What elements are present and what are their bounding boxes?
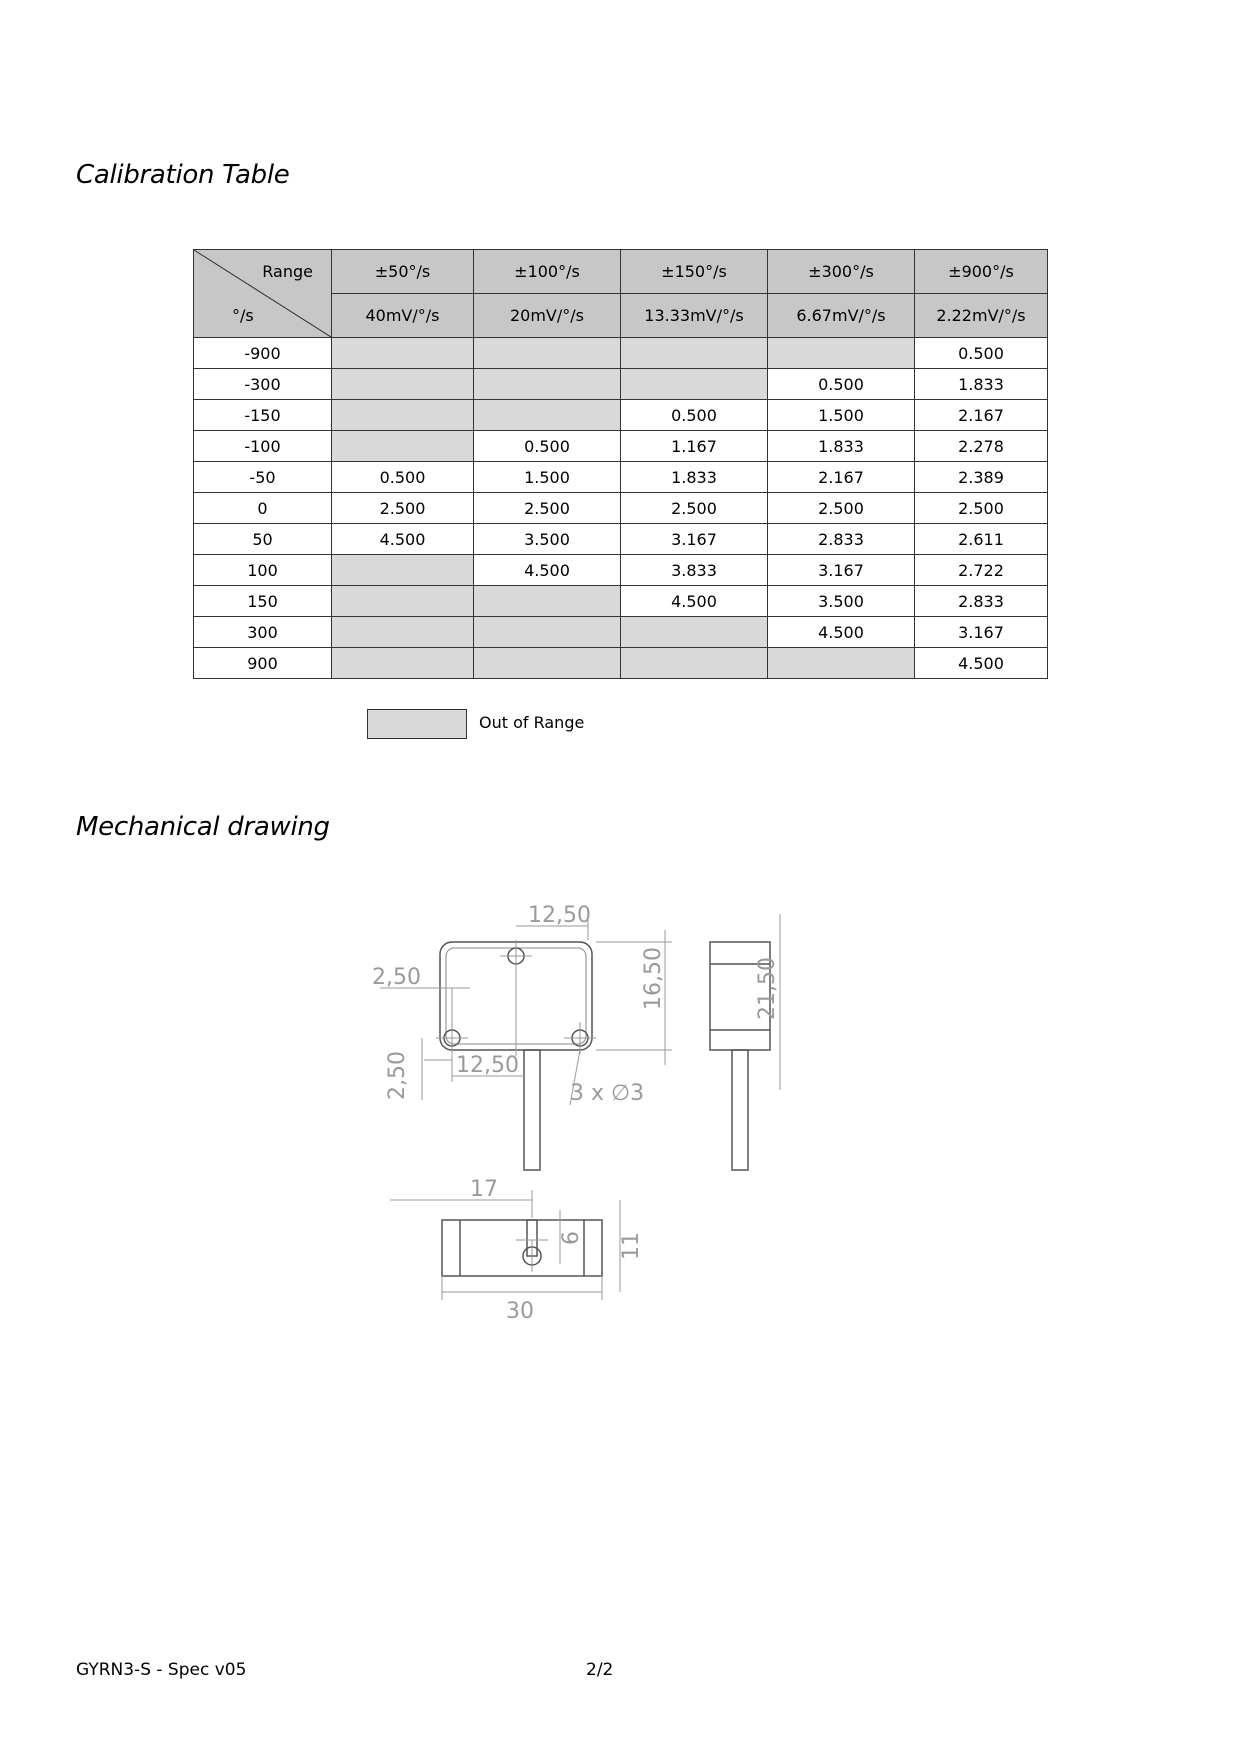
value-cell: 2.611 [915, 524, 1048, 555]
table-corner-cell [194, 250, 332, 338]
rate-cell: -900 [194, 338, 332, 369]
dim-bottom-offset: 2,50 [385, 1051, 410, 1100]
cable-side [732, 1050, 748, 1170]
table-row [194, 648, 1048, 679]
dim-left-offset: 2,50 [372, 965, 421, 990]
value-cell: 2.833 [915, 586, 1048, 617]
table-row [194, 555, 1048, 586]
value-cell: 2.722 [915, 555, 1048, 586]
out-of-range-cell [474, 586, 621, 617]
document-id: GYRN3-S - Spec v05 [76, 1660, 247, 1680]
range-header: ±900°/s [915, 250, 1048, 294]
dim-bottom-width: 12,50 [456, 1053, 519, 1078]
sensitivity-header: 40mV/°/s [332, 294, 474, 338]
out-of-range-label: Out of Range [479, 713, 585, 732]
value-cell: 0.500 [621, 400, 768, 431]
value-cell: 4.500 [915, 648, 1048, 679]
out-of-range-cell [621, 338, 768, 369]
value-cell: 3.500 [768, 586, 915, 617]
table-row [194, 338, 1048, 369]
out-of-range-cell [474, 400, 621, 431]
value-cell: 1.500 [474, 462, 621, 493]
value-cell: 2.278 [915, 431, 1048, 462]
rate-cell: 900 [194, 648, 332, 679]
sensitivity-header: 2.22mV/°/s [915, 294, 1048, 338]
value-cell: 2.167 [915, 400, 1048, 431]
rate-cell: -50 [194, 462, 332, 493]
table-row [194, 462, 1048, 493]
value-cell: 2.500 [332, 493, 474, 524]
value-cell: 1.833 [621, 462, 768, 493]
corner-rate-label: °/s [232, 306, 254, 325]
table-row [194, 369, 1048, 400]
table-row [194, 400, 1048, 431]
value-cell: 3.167 [768, 555, 915, 586]
corner-range-label: Range [262, 262, 313, 281]
out-of-range-cell [332, 617, 474, 648]
range-header: ±50°/s [332, 250, 474, 294]
dim-cable-position: 17 [470, 1177, 498, 1202]
rate-cell: 0 [194, 493, 332, 524]
value-cell: 1.167 [621, 431, 768, 462]
out-of-range-cell [621, 369, 768, 400]
out-of-range-cell [332, 586, 474, 617]
rate-cell: -150 [194, 400, 332, 431]
rate-cell: 150 [194, 586, 332, 617]
value-cell: 3.167 [621, 524, 768, 555]
out-of-range-cell [332, 369, 474, 400]
out-of-range-cell [768, 648, 915, 679]
sensitivity-header: 20mV/°/s [474, 294, 621, 338]
value-cell: 4.500 [332, 524, 474, 555]
value-cell: 0.500 [474, 431, 621, 462]
dim-holes: 3 x ∅3 [570, 1081, 645, 1106]
sensitivity-header: 13.33mV/°/s [621, 294, 768, 338]
dim-total-height: 21,50 [755, 957, 780, 1020]
cable-front [524, 1050, 540, 1170]
dim-depth: 11 [619, 1232, 644, 1260]
mechanical-drawing [360, 900, 860, 1360]
out-of-range-cell [621, 648, 768, 679]
value-cell: 2.500 [474, 493, 621, 524]
calibration-table [193, 249, 1048, 679]
value-cell: 1.833 [915, 369, 1048, 400]
value-cell: 1.833 [768, 431, 915, 462]
out-of-range-cell [332, 338, 474, 369]
range-header: ±300°/s [768, 250, 915, 294]
value-cell: 2.833 [768, 524, 915, 555]
value-cell: 4.500 [621, 586, 768, 617]
out-of-range-cell [474, 369, 621, 400]
value-cell: 0.500 [915, 338, 1048, 369]
value-cell: 2.500 [621, 493, 768, 524]
table-row [194, 431, 1048, 462]
rate-cell: 300 [194, 617, 332, 648]
value-cell: 2.500 [768, 493, 915, 524]
value-cell: 3.167 [915, 617, 1048, 648]
out-of-range-cell [474, 338, 621, 369]
value-cell: 0.500 [768, 369, 915, 400]
dim-length: 30 [506, 1299, 534, 1324]
dim-height: 16,50 [641, 947, 666, 1010]
out-of-range-cell [768, 338, 915, 369]
value-cell: 3.833 [621, 555, 768, 586]
table-row [194, 524, 1048, 555]
value-cell: 4.500 [474, 555, 621, 586]
table-row [194, 586, 1048, 617]
value-cell: 4.500 [768, 617, 915, 648]
out-of-range-swatch [367, 709, 467, 739]
rate-cell: -300 [194, 369, 332, 400]
value-cell: 0.500 [332, 462, 474, 493]
value-cell: 2.500 [915, 493, 1048, 524]
table-row [194, 617, 1048, 648]
table-header-row [194, 250, 1048, 294]
out-of-range-cell [332, 431, 474, 462]
value-cell: 2.167 [768, 462, 915, 493]
out-of-range-cell [332, 555, 474, 586]
range-header: ±150°/s [621, 250, 768, 294]
out-of-range-cell [474, 617, 621, 648]
rate-cell: 100 [194, 555, 332, 586]
value-cell: 1.500 [768, 400, 915, 431]
value-cell: 3.500 [474, 524, 621, 555]
out-of-range-cell [474, 648, 621, 679]
dim-cable-height: 6 [559, 1231, 584, 1245]
rate-cell: -100 [194, 431, 332, 462]
rate-cell: 50 [194, 524, 332, 555]
out-of-range-cell [332, 648, 474, 679]
dim-top-width: 12,50 [528, 903, 591, 928]
value-cell: 2.389 [915, 462, 1048, 493]
out-of-range-cell [332, 400, 474, 431]
page-number: 2/2 [586, 1660, 614, 1680]
table-row [194, 493, 1048, 524]
out-of-range-cell [621, 617, 768, 648]
range-header: ±100°/s [474, 250, 621, 294]
mechanical-drawing-title: Mechanical drawing [76, 812, 330, 842]
sensitivity-header: 6.67mV/°/s [768, 294, 915, 338]
bottom-view-body [442, 1220, 602, 1276]
calibration-table-title: Calibration Table [76, 160, 290, 190]
